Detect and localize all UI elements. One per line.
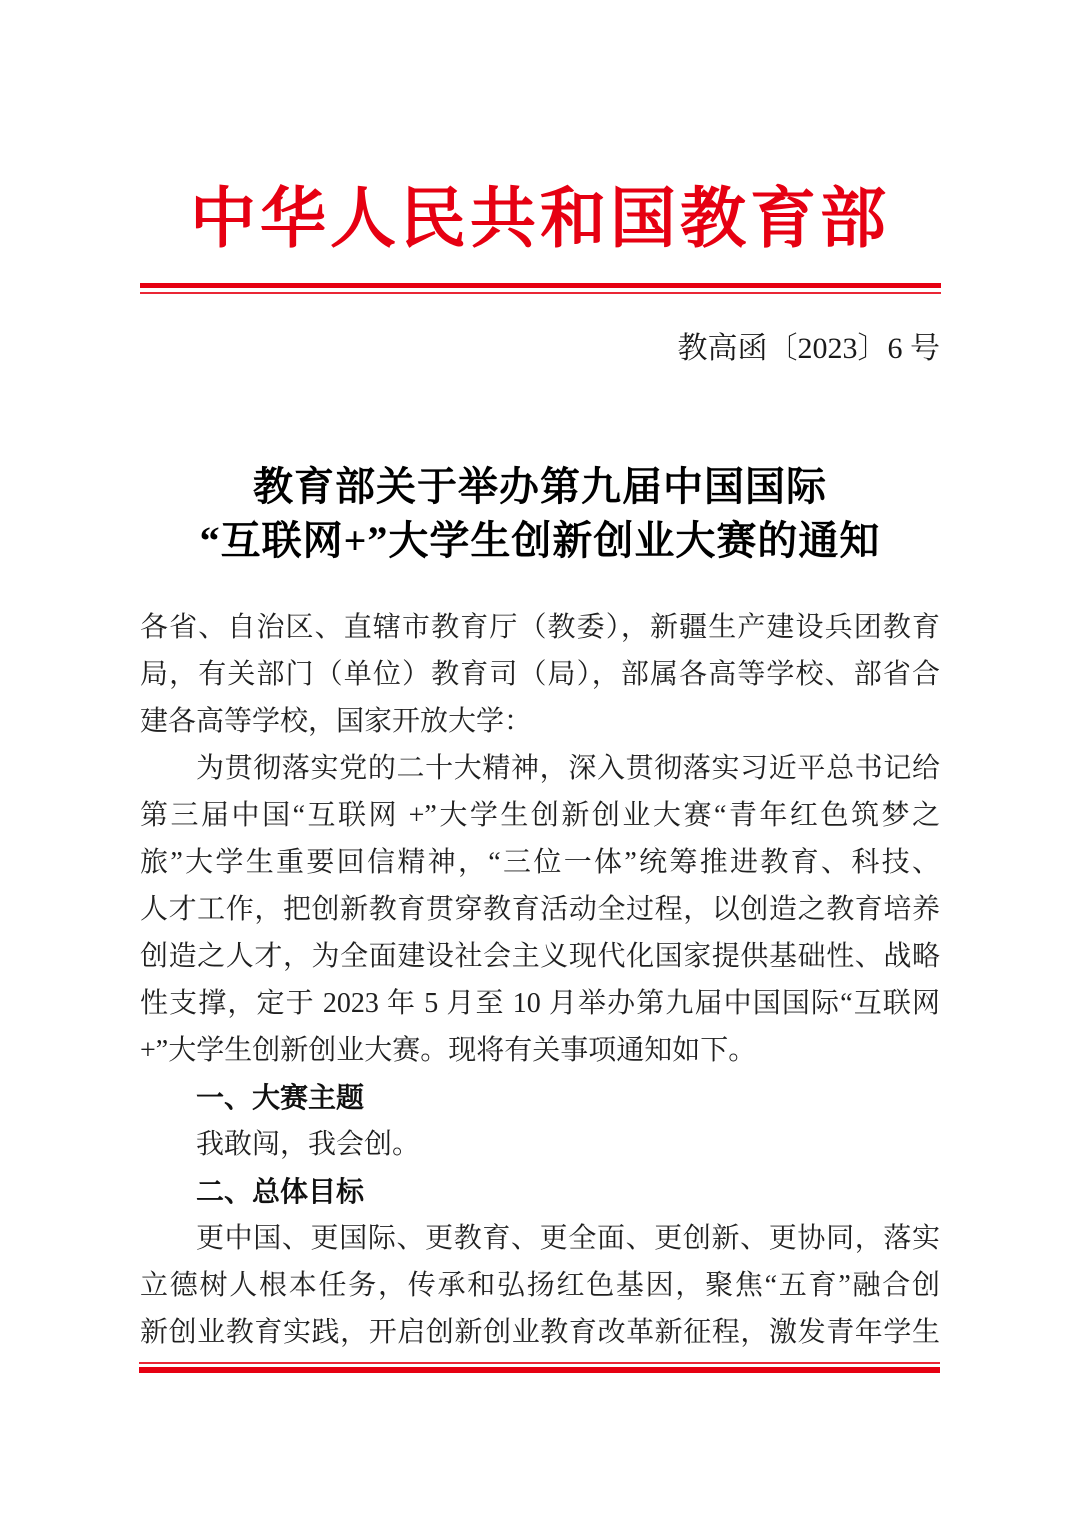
body-line: +”大学生创新创业大赛。现将有关事项通知如下。 (140, 1035, 757, 1066)
section-2-heading: 二、总体目标 (196, 1176, 365, 1207)
body-line: 局，有关部门（单位）教育司（局），部属各高等学校、部省合 (140, 659, 940, 690)
red-rule-thick (140, 283, 941, 288)
document-number: 教高函〔2023〕6 号 (677, 332, 940, 365)
body-line: 更中国、更国际、更教育、更全面、更创新、更协同，落实 (196, 1223, 940, 1254)
competition-theme: 我敢闯，我会创。 (196, 1129, 421, 1160)
body-line: 立德树人根本任务，传承和弘扬红色基因，聚焦“五育”融合创 (140, 1270, 940, 1301)
ministry-letterhead: 中华人民共和国教育部 (190, 183, 890, 256)
body-line: 性支撑，定于 2023 年 5 月至 10 月举办第九届中国国际“互联网 (140, 988, 940, 1019)
body-line: 为贯彻落实党的二十大精神，深入贯彻落实习近平总书记给 (196, 753, 940, 784)
red-rule-thin (139, 1362, 940, 1364)
body-line: 创造之人才，为全面建设社会主义现代化国家提供基础性、战略 (140, 941, 940, 972)
notice-body (140, 604, 940, 1356)
body-line: 人才工作，把创新教育贯穿教育活动全过程，以创造之教育培养 (140, 894, 940, 925)
body-line: 各省、自治区、直辖市教育厅（教委），新疆生产建设兵团教育 (140, 612, 940, 643)
red-rule-thick (139, 1367, 940, 1373)
red-separator-bottom (139, 1362, 940, 1373)
body-line: 旅”大学生重要回信精神，“三位一体”统筹推进教育、科技、 (140, 847, 940, 878)
red-separator-top (140, 283, 941, 294)
notice-title-line1: 教育部关于举办第九届中国国际 (253, 464, 827, 509)
body-line: 建各高等学校，国家开放大学： (140, 706, 533, 737)
body-line: 第三届中国“互联网 +”大学生创新创业大赛“青年红色筑梦之 (140, 800, 940, 831)
notice-title (0, 460, 1080, 568)
body-line: 新创业教育实践，开启创新创业教育改革新征程，激发青年学生 (140, 1317, 940, 1348)
red-rule-thin (140, 292, 941, 294)
section-1-heading: 一、大赛主题 (196, 1082, 365, 1113)
notice-title-line2: “互联网+”大学生创新创业大赛的通知 (199, 518, 881, 563)
